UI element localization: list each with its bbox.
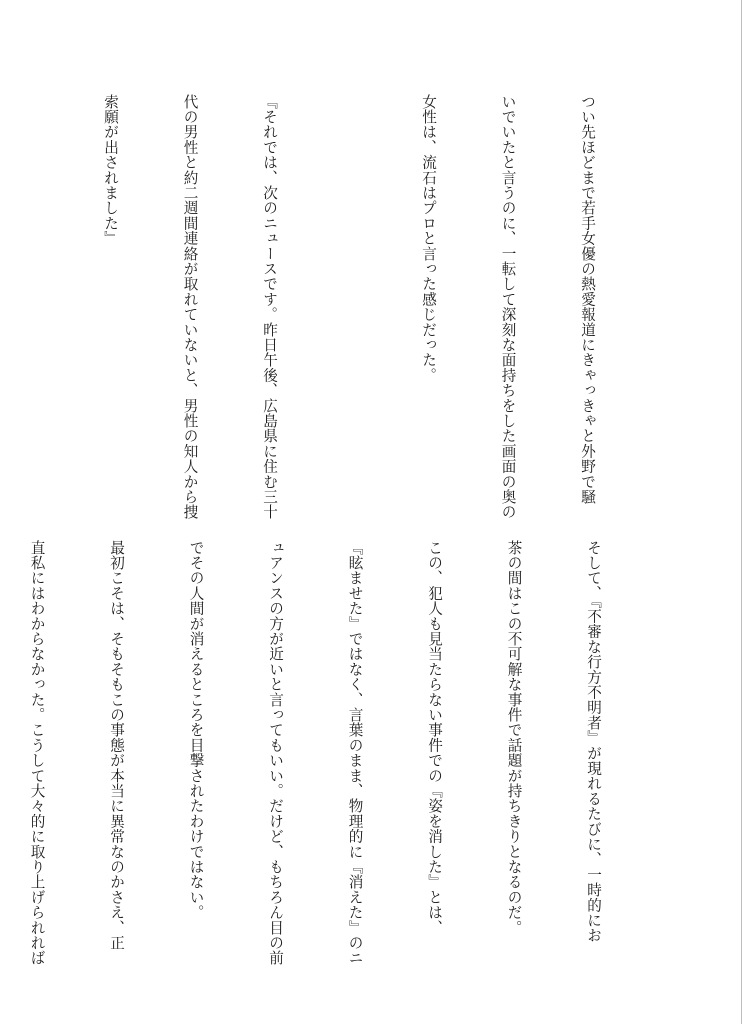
text-line: 『それでは、次のニュースです。昨日午後、広島県に住む三十 <box>261 94 278 520</box>
text-line: 代の男性と約二週間連絡が取れていないと、男性の知人から捜 <box>181 94 199 520</box>
text-line: でその人間が消えるところを目撃されたわけではない。 <box>187 540 205 920</box>
top-text-column <box>0 94 653 534</box>
text-line: 『眩ませた』ではなく、言葉のまま、物理的に『消えた』のニ <box>346 540 364 966</box>
bottom-text-column <box>0 540 659 970</box>
text-line: 女性は、流石はプロと言った感じだった。 <box>420 94 437 383</box>
page-edge-line <box>741 0 742 1024</box>
text-line: 直私にはわからなかった。こうして大々的に取り上げられれば <box>28 540 46 966</box>
text-line: つい先ほどまで若手女優の熱愛報道にきゃっきゃと外野で騒 <box>579 94 596 505</box>
blank-line <box>335 94 362 534</box>
text-line: いでいたと言うのに、一転して深刻な面持ちをした画面の奥の <box>499 94 517 520</box>
text-line: ュアンスの方が近いと言ってもいい。だけど、もちろん目の前 <box>267 540 284 966</box>
blank-line <box>17 94 44 534</box>
text-line: 茶の間はこの不可解な事件で話題が持ちきりとなるのだ。 <box>505 540 523 936</box>
text-line: そして、『不審な行方不明者』が現れるたびに、一時的にお <box>585 540 602 944</box>
text-line: 索願が出されました』 <box>102 94 119 246</box>
text-line: この、犯人も見当たらない事件での『姿を消した』とは、 <box>426 540 443 936</box>
text-line: 最初こそは、そもそもこの事態が本当に異常なのかさえ、正 <box>108 540 125 951</box>
